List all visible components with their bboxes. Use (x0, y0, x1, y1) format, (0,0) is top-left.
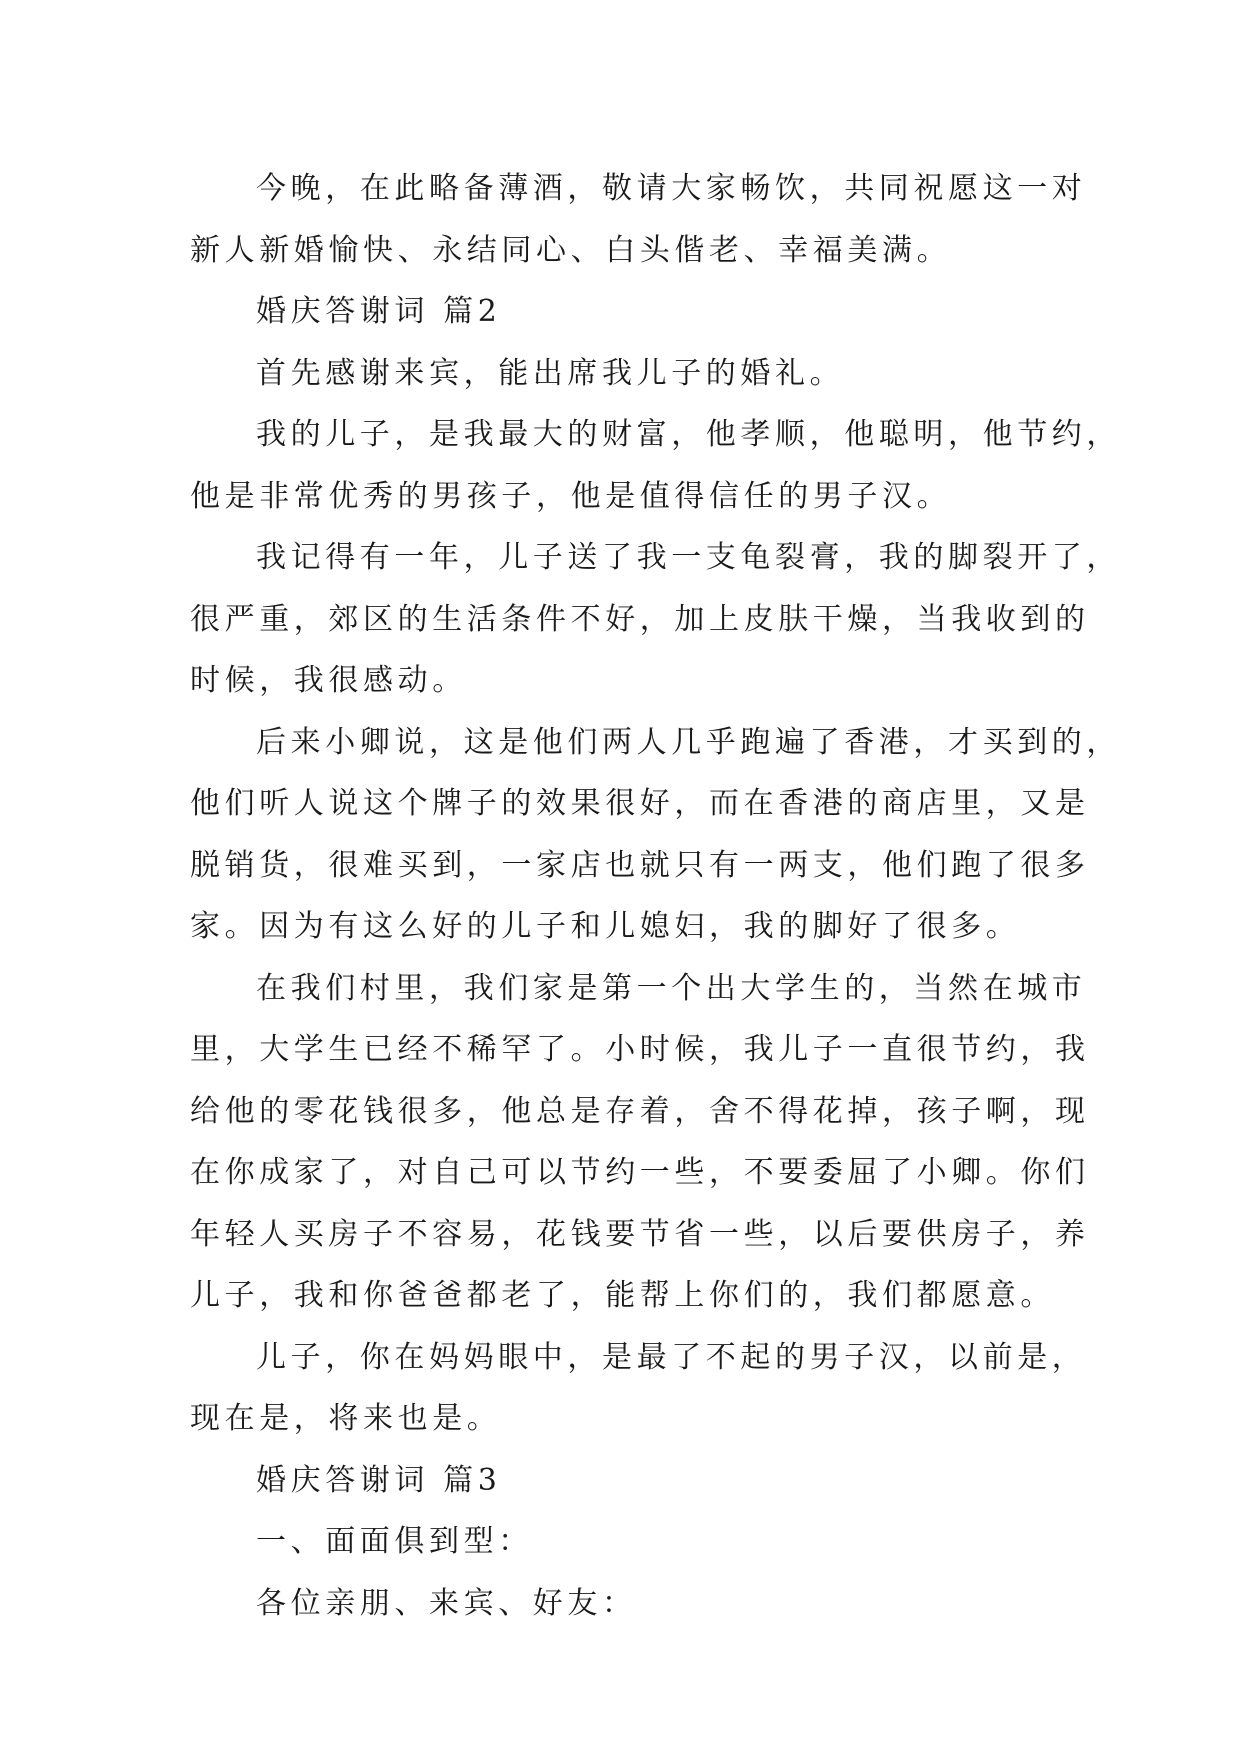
paragraph-line: 家。因为有这么好的儿子和儿媳妇，我的脚好了很多。 (190, 909, 1021, 944)
paragraph-line: 时候，我很感动。 (190, 663, 467, 698)
paragraph-line: 很严重，郊区的生活条件不好，加上皮肤干燥，当我收到的 (190, 601, 1090, 637)
paragraph-line: 我的儿子，是我最大的财富，他孝顺，他聪明，他节约， (256, 417, 1121, 452)
section-heading-2: 婚庆答谢词 篇2 (256, 294, 502, 329)
paragraph-line: 我记得有一年，儿子送了我一支龟裂膏，我的脚裂开了， (256, 540, 1121, 575)
paragraph-line: 各位亲朋、来宾、好友： (256, 1585, 637, 1621)
paragraph-line: 他是非常优秀的男孩子，他是值得信任的男子汉。 (190, 478, 952, 514)
paragraph-line: 给他的零花钱很多，他总是存着，舍不得花掉，孩子啊，现 (190, 1093, 1090, 1129)
paragraph-line: 他们听人说这个牌子的效果很好，而在香港的商店里，又是 (190, 786, 1090, 821)
paragraph-line: 儿子，我和你爸爸都老了，能帮上你们的，我们都愿意。 (190, 1278, 1055, 1313)
paragraph-line: 新人新婚愉快、永结同心、白头偕老、幸福美满。 (190, 232, 952, 268)
paragraph-line: 首先感谢来宾，能出席我儿子的婚礼。 (256, 355, 845, 391)
paragraph-line: 一、面面俱到型： (256, 1524, 533, 1559)
document-page (190, 158, 1121, 1634)
paragraph-line: 年轻人买房子不容易，花钱要节省一些，以后要供房子，养 (190, 1216, 1090, 1252)
paragraph-line: 儿子，你在妈妈眼中，是最了不起的男子汉，以前是， (256, 1339, 1087, 1375)
paragraph-line: 现在是，将来也是。 (190, 1401, 502, 1436)
paragraph-line: 里，大学生已经不稀罕了。小时候，我儿子一直很节约，我 (190, 1032, 1090, 1067)
paragraph-line: 脱销货，很难买到，一家店也就只有一两支，他们跑了很多 (190, 847, 1090, 883)
paragraph-line: 后来小卿说，这是他们两人几乎跑遍了香港，才买到的， (256, 724, 1121, 760)
paragraph-line: 在我们村里，我们家是第一个出大学生的，当然在城市 (256, 970, 1087, 1006)
section-heading-3: 婚庆答谢词 篇3 (256, 1462, 502, 1498)
paragraph-line: 在你成家了，对自己可以节约一些，不要委屈了小卿。你们 (190, 1155, 1090, 1190)
paragraph-line: 今晚，在此略备薄酒，敬请大家畅饮，共同祝愿这一对 (256, 171, 1087, 206)
